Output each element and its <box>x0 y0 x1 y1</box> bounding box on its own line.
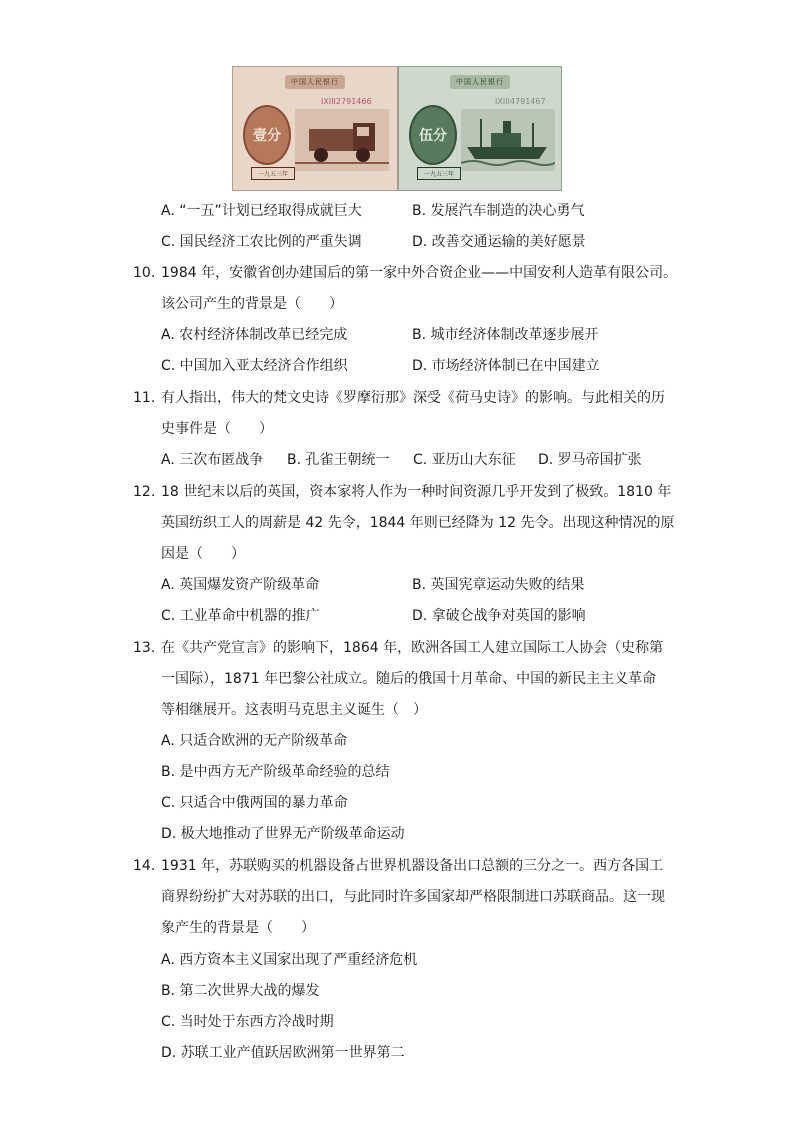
q10-option-b: B. 城市经济体制改革逐步展开 <box>412 327 599 343</box>
q14-option-b: B. 第二次世界大战的爆发 <box>161 983 320 999</box>
q12-option-c: C. 工业革命中机器的推广 <box>161 608 320 624</box>
banknote-five-fen <box>398 66 562 191</box>
q14-option-a: A. 西方资本主义国家出现了严重经济危机 <box>161 952 418 968</box>
banknote-serial: IXIII4791467 <box>495 97 546 106</box>
banknote-denomination: 伍分 <box>409 105 457 165</box>
q13-option-d: D. 极大地推动了世界无产阶级革命运动 <box>161 826 405 842</box>
q14-stem-line: 1931 年，苏联购买的机器设备占世界机器设备出口总额的三分之一。西方各国工 <box>161 858 664 874</box>
q9-option-a: A. “一五”计划已经取得成就巨大 <box>161 203 362 219</box>
banknote-figure <box>232 66 562 191</box>
q10-option-a: A. 农村经济体制改革已经完成 <box>161 327 348 343</box>
q9-option-c: C. 国民经济工农比例的严重失调 <box>161 234 362 250</box>
q11-option-d: D. 罗马帝国扩张 <box>538 452 642 468</box>
q12-stem-line: 英国纺织工人的周薪是 42 先令，1844 年则已经降为 12 先令。出现这种情况的原 <box>161 515 675 531</box>
q10-stem-line: 1984 年，安徽省创办建国后的第一家中外合资企业——中国安利人造革有限公司。 <box>161 265 678 281</box>
ship-icon <box>461 109 555 171</box>
q11-option-a: A. 三次布匿战争 <box>161 452 264 468</box>
q12-number: 12. <box>133 484 156 500</box>
q12-option-a: A. 英国爆发资产阶级革命 <box>161 577 320 593</box>
q14-number: 14. <box>133 858 156 874</box>
q14-stem-line: 象产生的背景是（ ） <box>161 920 315 936</box>
banknote-header: 中国人民银行 <box>285 75 345 89</box>
q13-option-a: A. 只适合欧洲的无产阶级革命 <box>161 733 348 749</box>
q11-option-b: B. 孔雀王朝统一 <box>287 452 390 468</box>
banknote-serial: IXIII2791466 <box>321 97 372 106</box>
q13-stem-line: 等相继展开。这表明马克思主义诞生（ ） <box>161 702 427 718</box>
q12-option-b: B. 英国宪章运动失败的结果 <box>412 577 585 593</box>
q12-stem-line: 因是（ ） <box>161 546 245 562</box>
q13-option-b: B. 是中西方无产阶级革命经验的总结 <box>161 764 390 780</box>
q10-stem-line: 该公司产生的背景是（ ） <box>161 296 343 312</box>
q12-stem-line: 18 世纪末以后的英国，资本家将人作为一种时间资源几乎开发到了极致。1810 年 <box>161 484 672 500</box>
q14-option-c: C. 当时处于东西方冷战时期 <box>161 1014 334 1030</box>
banknote-one-fen <box>232 66 398 191</box>
q10-option-d: D. 市场经济体制已在中国建立 <box>412 358 600 374</box>
banknote-year: 一九五三年 <box>251 167 295 180</box>
q13-stem-line: 在《共产党宣言》的影响下，1864 年，欧洲各国工人建立国际工人协会（史称第 <box>161 640 664 656</box>
q11-option-c: C. 亚历山大东征 <box>413 452 516 468</box>
q14-option-d: D. 苏联工业产值跃居欧洲第一世界第二 <box>161 1045 405 1061</box>
q11-stem-line: 有人指出，伟大的梵文史诗《罗摩衍那》深受《荷马史诗》的影响。与此相关的历 <box>161 390 665 406</box>
q10-option-c: C. 中国加入亚太经济合作组织 <box>161 358 348 374</box>
q14-stem-line: 商界纷纷扩大对苏联的出口，与此同时许多国家却严格限制进口苏联商品。这一现 <box>161 889 665 905</box>
truck-icon <box>295 109 389 171</box>
q13-number: 13. <box>133 640 156 656</box>
q9-option-d: D. 改善交通运输的美好愿景 <box>412 234 586 250</box>
q13-stem-line: 一国际），1871 年巴黎公社成立。随后的俄国十月革命、中国的新民主主义革命 <box>161 671 657 687</box>
banknote-header: 中国人民银行 <box>450 75 510 89</box>
q9-option-b: B. 发展汽车制造的决心勇气 <box>412 203 585 219</box>
q13-option-c: C. 只适合中俄两国的暴力革命 <box>161 795 348 811</box>
banknote-year: 一九五三年 <box>417 167 461 180</box>
q11-number: 11. <box>133 390 156 406</box>
q12-option-d: D. 拿破仑战争对英国的影响 <box>412 608 586 624</box>
q11-stem-line: 史事件是（ ） <box>161 421 273 437</box>
q10-number: 10. <box>133 265 156 281</box>
banknote-denomination: 壹分 <box>243 105 291 165</box>
